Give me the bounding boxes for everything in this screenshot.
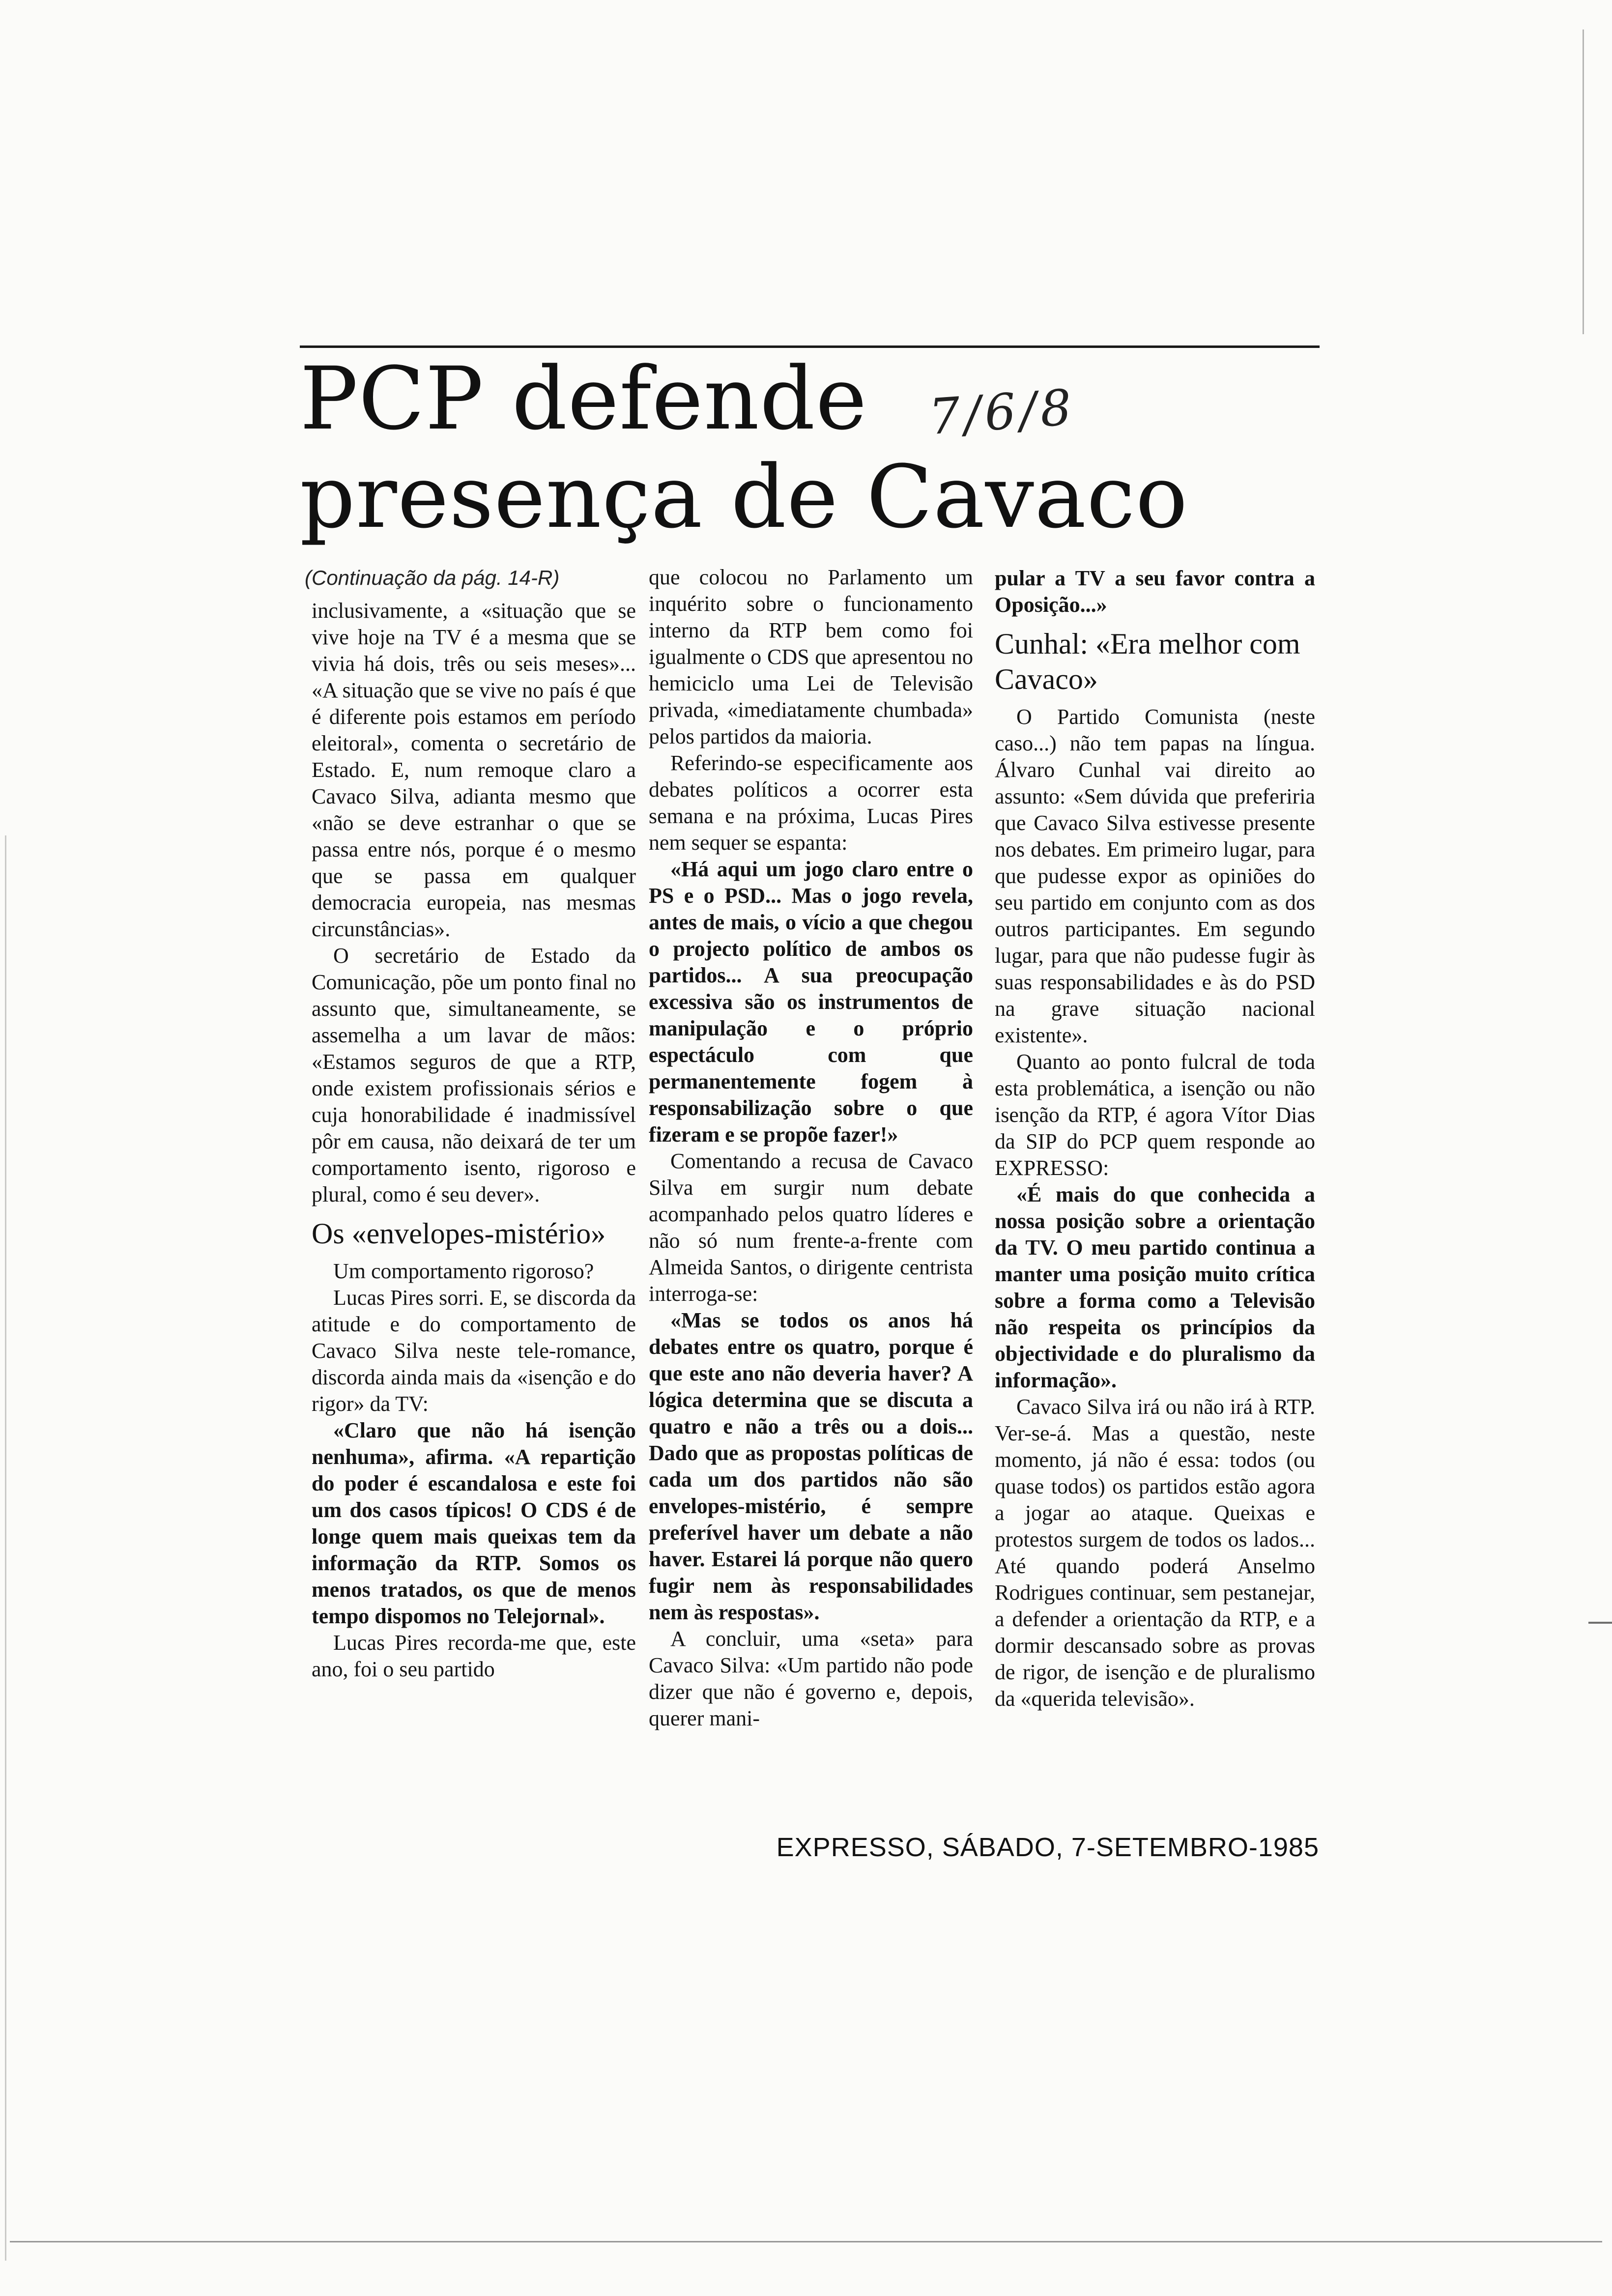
- paragraph: inclusivamente, a «situação que se vive hoje na TV é a mesma que se vivia há dois, três ou seis meses»... «A situação que se vive no país é que é diferente pois estamos em período eleitoral», comenta o secretário de Estado. E, num remoque claro a Cavaco Silva, adianta mesmo que «não se deve estranhar o que se passa entre nós, porque é o mesmo que se passa em qualquer democracia europeia, nas mesmas circunstâncias».: [312, 599, 636, 941]
- paragraph: Um comportamento rigoroso?: [333, 1259, 594, 1283]
- column-1: [312, 598, 636, 1683]
- paragraph: O Partido Comunista (neste caso...) não tem papas na língua. Álvaro Cunhal vai direito ao assunto: «Sem dúvida que preferiria que Cavaco Silva estivesse presente nos debates. Em primeiro lugar, para que pudesse expor as opiniões do seu partido em conjunto com as dos outros participantes. Em segundo lugar, para que não pudesse fugir às suas responsabilidades e às do PSD na grave situação nacional existente».: [995, 705, 1315, 1047]
- paragraph-quote: «Há aqui um jogo claro entre o PS e o PSD... Mas o jogo revela, antes de mais, o vício a que chegou o projecto político de ambos os partidos... A sua preocupação excessiva são os instrumentos de manipulação e o próprio espectáculo com que permanentemente fogem à responsabilização sobre o que fizeram e se propõe fazer!»: [649, 857, 973, 1147]
- column-3: [995, 565, 1315, 1712]
- paragraph-quote: «É mais do que conhecida a nossa posição sobre a orientação da TV. O meu partido continua a manter uma posição muito crítica sobre a forma como a Televisão não respeita os princípios da objectividade e do pluralismo da informação».: [995, 1182, 1315, 1392]
- paragraph: Lucas Pires recorda-me que, este ano, foi o seu partido: [312, 1631, 636, 1681]
- subheading-envelopes: Os «envelopes-mistério»: [312, 1217, 606, 1250]
- scan-mark: [1588, 1622, 1612, 1624]
- paragraph: Referindo-se especificamente aos debates políticos a ocorrer esta semana e na próxima, Lucas Pires nem sequer se espanta:: [649, 751, 973, 855]
- paragraph: Comentando a recusa de Cavaco Silva em surgir num debate acompanhado pelos quatro líderes e não só num frente-a-frente com Almeida Santos, o dirigente centrista interroga-se:: [649, 1149, 973, 1306]
- dateline: EXPRESSO, SÁBADO, 7-SETEMBRO-1985: [776, 1833, 1319, 1862]
- paragraph-quote: «Claro que não há isenção nenhuma», afirma. «A repartição do poder é escandalosa e este foi um dos casos típicos! O CDS é de longe quem mais queixas tem da informação da RTP. Somos os menos tratados, os que de menos tempo dispomos no Telejornal».: [312, 1418, 636, 1628]
- paragraph: Cavaco Silva irá ou não irá à RTP. Ver-se-á. Mas a questão, neste momento, já não é essa: todos (ou quase todos) os partidos estão agora a jogar ao ataque. Queixas e protestos surgem de todos os lados... Até quando poderá Anselmo Rodrigues continuar, sem pestanejar, a defender a orientação da RTP, e a dormir descansado sobre as provas de rigor, de isenção e de pluralismo da «querida televisão».: [995, 1395, 1315, 1711]
- paragraph: Quanto ao ponto fulcral de toda esta problemática, a isenção ou não isenção da RTP, é agora Vítor Dias da SIP do PCP quem responde ao EXPRESSO:: [995, 1050, 1315, 1180]
- scan-mark: [1583, 29, 1584, 334]
- continuation-note: (Continuação da pág. 14-R): [305, 566, 560, 589]
- handwritten-note: 7/6/8: [927, 378, 1077, 446]
- headline: [300, 350, 1317, 546]
- headline-line-2: presença de Cavaco: [300, 447, 1188, 547]
- paragraph-quote: pular a TV a seu favor contra a Oposição...»: [995, 566, 1315, 617]
- scan-mark: [5, 835, 6, 2261]
- paragraph: A concluir, uma «seta» para Cavaco Silva: «Um partido não pode dizer que não é governo e, depois, querer mani-: [649, 1627, 973, 1730]
- subheading-cunhal: Cunhal: «Era melhor com Cavaco»: [995, 628, 1300, 695]
- column-2: [649, 564, 973, 1732]
- paragraph: Lucas Pires sorri. E, se discorda da atitude e do comportamento de Cavaco Silva neste tele-romance, discorda ainda mais da «isenção e do rigor» da TV:: [312, 1286, 636, 1416]
- paragraph: que colocou no Parlamento um inquérito sobre o funcionamento interno da RTP bem como foi igualmente o CDS que apresentou no hemiciclo uma Lei de Televisão privada, «imediatamente chumbada» pelos partidos da maioria.: [649, 565, 973, 748]
- paragraph: O secretário de Estado da Comunicação, põe um ponto final no assunto que, simultaneamente, se assemelha a um lavar de mãos: «Estamos seguros de que a RTP, onde existem profissionais sérios e cuja honorabilidade é inadmissível pôr em causa, não deixará de ter um comportamento isento, rigoroso e plural, como é seu dever».: [312, 944, 636, 1206]
- scan-edge-line: [10, 2241, 1602, 2242]
- headline-line-1: PCP defende: [300, 348, 867, 449]
- paragraph-quote: «Mas se todos os anos há debates entre os quatro, porque é que este ano não deveria haver? A lógica determina que se discuta a quatro e não a três ou a dois... Dado que as propostas políticas de cada um dos partidos não são envelopes-mistério, é sempre preferível haver um debate a não haver. Estarei lá porque não quero fugir nem às responsabilidades nem às respostas».: [649, 1308, 973, 1624]
- top-rule: [300, 345, 1320, 348]
